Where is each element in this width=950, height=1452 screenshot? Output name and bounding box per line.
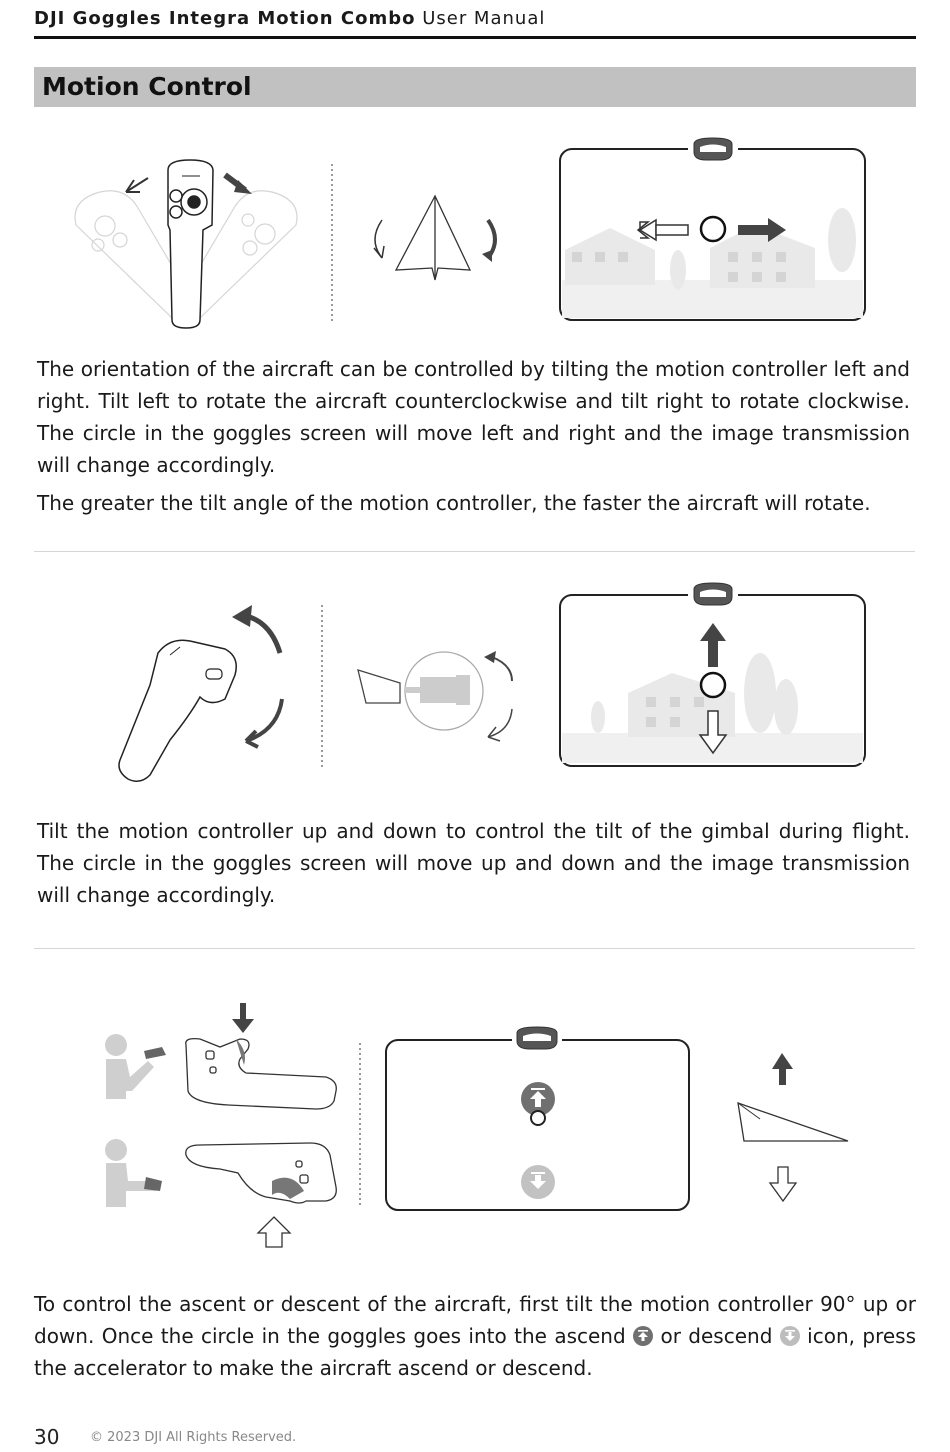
person-hold-down-illustration (105, 1139, 162, 1207)
section-title: Motion Control (42, 72, 252, 101)
descend-arrow (770, 1167, 796, 1201)
paragraph-ascend (34, 1288, 916, 1384)
copyright: © 2023 DJI All Rights Reserved. (90, 1430, 297, 1445)
descend-icon (780, 1326, 800, 1346)
divider-1 (34, 551, 915, 552)
goggles-screen-tilt (560, 579, 865, 766)
ascend-icon (633, 1326, 653, 1346)
figure-ascend-descend (60, 995, 890, 1255)
motion-controller-side-illustration (119, 640, 236, 781)
press-up-arrow (258, 1217, 290, 1247)
page-header (34, 8, 916, 39)
gimbal-up-arrow (492, 657, 512, 681)
press-down-arrow (232, 1019, 254, 1033)
motion-controller-front-illustration (168, 160, 213, 328)
goggles-screen-yaw (560, 134, 865, 320)
controller-pointing-down-illustration (186, 1143, 337, 1203)
gimbal-down-arrow (488, 709, 512, 741)
header-product: DJI Goggles Integra Motion Combo (34, 8, 416, 29)
paragraph-ascend-part3: icon, press the accelerator to make the aircraft ascend or descend. (34, 1324, 916, 1380)
rotate-ccw-arrow (374, 220, 384, 258)
screen-circle-indicator (701, 217, 725, 241)
figure-yaw-control (60, 130, 890, 335)
paragraph-gimbal: Tilt the motion controller up and down to control the tilt of the gimbal during flight. The circle in the goggles screen will move up and down and the image transmission will change accordingly. (37, 819, 910, 907)
tilt-left-arrow (126, 178, 148, 192)
paragraph-yaw: The orientation of the aircraft can be controlled by tilting the motion controller left and right. Tilt left to rotate the aircraft counterclockwise and tilt right to rotate clockwise. The circle in the goggles screen will move left and right and the image transmission will change accordingly. (37, 357, 910, 477)
paragraph-ascend-part1: To control the ascent or descent of the aircraft, first tilt the motion controller 90° up or down. Once the circle in the goggles goes into the ascend (34, 1292, 916, 1348)
header-doc: User Manual (422, 8, 546, 29)
divider-2 (34, 948, 915, 949)
page-number: 30 (34, 1425, 60, 1449)
figure-gimbal-tilt (60, 575, 890, 790)
aircraft-gimbal-illustration (358, 652, 483, 730)
aircraft-side-illustration (738, 1103, 848, 1141)
paragraph-yaw-speed: The greater the tilt angle of the motion controller, the faster the aircraft will rotate. (37, 491, 871, 515)
paragraph-ascend-part2: or descend (660, 1324, 773, 1348)
goggles-screen-ascend (386, 1025, 689, 1210)
aircraft-top-view-illustration (396, 196, 470, 280)
controller-pointing-up-illustration (186, 1039, 337, 1109)
person-hold-up-illustration (105, 1034, 166, 1099)
ascend-arrow (772, 1053, 793, 1069)
section-title-bar (34, 67, 916, 107)
